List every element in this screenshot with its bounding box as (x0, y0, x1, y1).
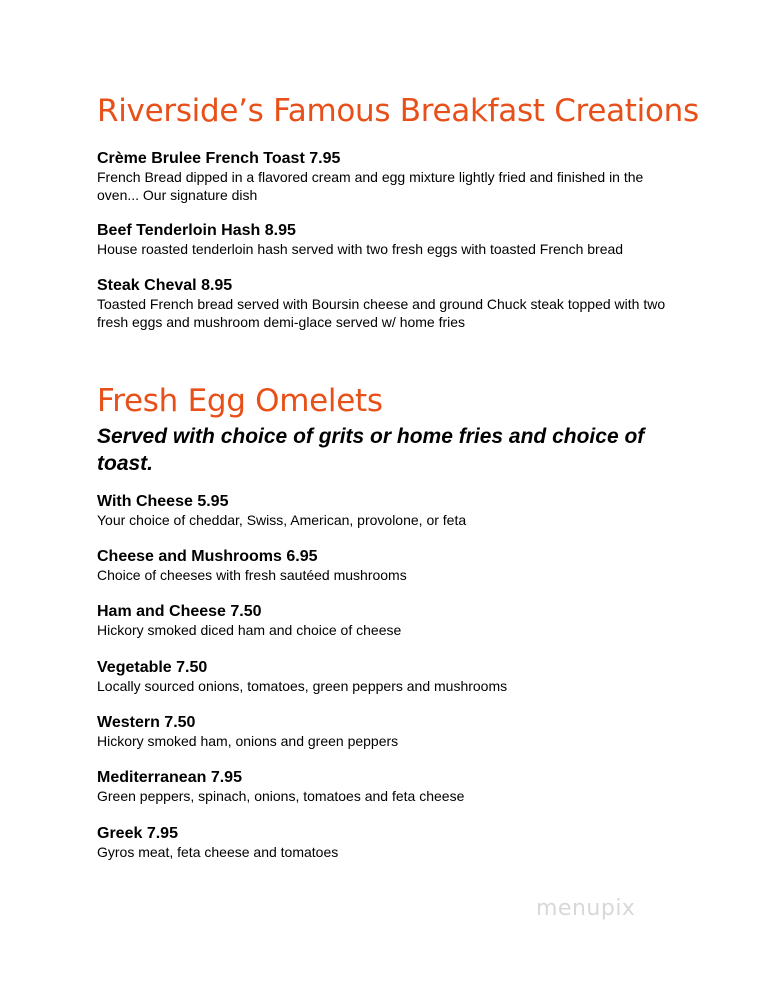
item-heading (97, 221, 687, 240)
section-title-omelets: Fresh Egg Omelets (97, 383, 383, 419)
item-heading (97, 824, 687, 843)
item-description: Toasted French bread served with Boursin cheese and ground Chuck steak topped with two fresh eggs and mushroom demi-glace served w/ home fries (97, 296, 666, 330)
item-name: With Cheese (97, 493, 193, 510)
item-price: 7.95 (146, 825, 178, 842)
menu-item-ham-and-cheese (97, 602, 687, 639)
watermark-logo: menupix (536, 896, 636, 921)
item-description: Gyros meat, feta cheese and tomatoes (97, 844, 339, 860)
item-name: Beef Tenderloin Hash (97, 222, 261, 239)
item-heading (97, 492, 687, 511)
item-price: 7.50 (230, 603, 262, 620)
item-price: 7.95 (210, 769, 242, 786)
item-heading (97, 768, 687, 787)
item-heading (97, 547, 687, 566)
item-heading (97, 276, 687, 295)
item-description: House roasted tenderloin hash served with two fresh eggs with toasted French bread (97, 241, 624, 257)
menu-item-western (97, 713, 687, 750)
item-name: Vegetable (97, 659, 172, 676)
menu-item-mediterranean (97, 768, 687, 805)
menu-item-vegetable (97, 658, 687, 695)
item-heading (97, 149, 687, 168)
item-price: 8.95 (201, 277, 233, 294)
menu-item-with-cheese (97, 492, 687, 529)
item-name: Steak Cheval (97, 277, 197, 294)
item-price: 7.50 (164, 714, 196, 731)
menu-item-cheese-and-mushrooms (97, 547, 687, 584)
item-description: Hickory smoked diced ham and choice of cheese (97, 622, 402, 638)
item-name: Cheese and Mushrooms (97, 548, 282, 565)
item-description: Green peppers, spinach, onions, tomatoes and feta cheese (97, 788, 465, 804)
item-description: Choice of cheeses with fresh sautéed mushrooms (97, 567, 407, 583)
menu-item-steak-cheval (97, 276, 687, 331)
item-description: French Bread dipped in a flavored cream and egg mixture lightly fried and finished in the oven... Our signature dish (97, 169, 644, 203)
section-subtitle-omelets: Served with choice of grits or home fries and choice of toast. (97, 425, 645, 475)
item-price: 8.95 (264, 222, 296, 239)
item-heading (97, 658, 687, 677)
item-price: 6.95 (286, 548, 318, 565)
item-name: Crème Brulee French Toast (97, 150, 305, 167)
section-title-breakfast: Riverside’s Famous Breakfast Creations (97, 93, 699, 129)
item-price: 7.50 (176, 659, 208, 676)
menu-item-greek (97, 824, 687, 861)
menu-item-beef-tenderloin-hash (97, 221, 687, 258)
item-description: Your choice of cheddar, Swiss, American, provolone, or feta (97, 512, 467, 528)
item-description: Hickory smoked ham, onions and green peppers (97, 733, 399, 749)
item-description: Locally sourced onions, tomatoes, green peppers and mushrooms (97, 678, 508, 694)
item-name: Mediterranean (97, 769, 207, 786)
item-heading (97, 602, 687, 621)
item-price: 7.95 (309, 150, 341, 167)
item-price: 5.95 (197, 493, 229, 510)
item-heading (97, 713, 687, 732)
item-name: Western (97, 714, 160, 731)
item-name: Ham and Cheese (97, 603, 226, 620)
menu-item-creme-brulee-french-toast (97, 149, 687, 204)
item-name: Greek (97, 825, 143, 842)
